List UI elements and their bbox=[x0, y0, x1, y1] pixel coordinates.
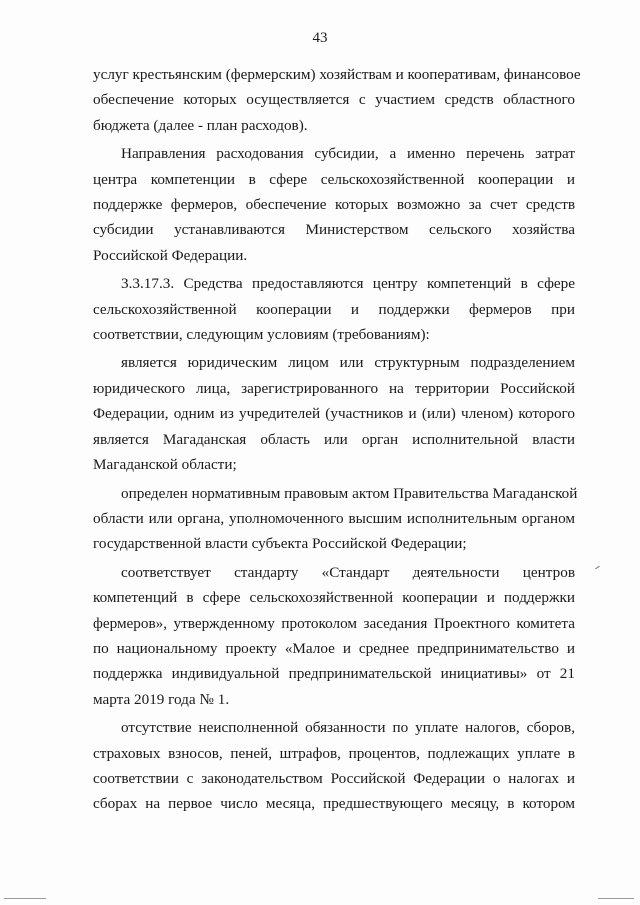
text-line: сборах на первое число месяца, предшествующего месяцу, в котором bbox=[93, 795, 575, 813]
text-line: отсутствие неисполненной обязанности по уплате налогов, сборов, bbox=[121, 719, 575, 737]
text-line: соответствует стандарту «Стандарт деятельности центров bbox=[121, 563, 575, 581]
scan-edge-mark bbox=[4, 898, 46, 899]
text-line: центра компетенции в сфере сельскохозяйственной кооперации и bbox=[93, 170, 575, 188]
text-line: является Магаданская область или орган исполнительной власти bbox=[93, 430, 575, 448]
text-line: фермеров», утвержденному протоколом заседания Проектного комитета bbox=[93, 614, 575, 632]
text-line: соответствии с законодательством Российской Федерации о налогах и bbox=[93, 769, 575, 787]
text-line: юридического лица, зарегистрированного на территории Российской bbox=[93, 379, 575, 397]
paragraph-condition-standard bbox=[93, 560, 575, 712]
paragraph-condition-normative-act bbox=[93, 481, 578, 557]
text-line: компетенций в сфере сельскохозяйственной кооперации и поддержки bbox=[93, 589, 575, 607]
page-number: 43 bbox=[312, 30, 328, 46]
paragraph-condition-legal-entity bbox=[93, 350, 575, 477]
paragraph-subsidy-directions bbox=[93, 141, 575, 268]
scan-artifact bbox=[595, 566, 600, 570]
text-line: бюджета (далее - план расходов). bbox=[93, 116, 308, 134]
text-line: является юридическим лицом или структурным подразделением bbox=[121, 354, 575, 372]
text-line: страховых взносов, пеней, штрафов, процентов, подлежащих уплате в bbox=[93, 744, 575, 762]
text-line: определен нормативным правовым актом Правительства Магаданской bbox=[121, 484, 578, 502]
paragraph-clause-3-3-17-3 bbox=[93, 271, 575, 347]
paragraph-condition-no-tax-debt bbox=[93, 715, 575, 817]
text-line: 3.3.17.3. Средства предоставляются центру компетенций в сфере bbox=[121, 275, 575, 293]
text-line: услуг крестьянским (фермерским) хозяйствам и кооперативам, финансовое bbox=[93, 66, 581, 83]
text-line: Магаданской области; bbox=[93, 456, 237, 474]
document-body bbox=[93, 62, 581, 820]
text-line: поддержка индивидуальной предпринимательской инициативы» от 21 bbox=[93, 665, 575, 683]
text-line: сельскохозяйственной кооперации и поддержки фермеров при bbox=[93, 300, 575, 318]
text-line: Федерации, одним из учредителей (участников и (или) членом) которого bbox=[93, 405, 575, 423]
text-line: государственной власти субъекта Российской Федерации; bbox=[93, 535, 467, 553]
text-line: Направления расходования субсидии, а именно перечень затрат bbox=[121, 145, 575, 163]
text-line: поддержке фермеров, обеспечение которых возможно за счет средств bbox=[93, 196, 575, 214]
text-line: субсидии устанавливаются Министерством сельского хозяйства bbox=[93, 221, 575, 239]
paragraph-plan-expenses bbox=[93, 62, 581, 138]
text-line: Российской Федерации. bbox=[93, 246, 248, 264]
text-line: марта 2019 года № 1. bbox=[93, 690, 230, 708]
text-line: соответствии, следующим условиям (требованиям): bbox=[93, 326, 430, 344]
text-line: по национальному проекту «Малое и среднее предпринимательство и bbox=[93, 639, 575, 657]
text-line: обеспечение которых осуществляется с участием средств областного bbox=[93, 91, 575, 109]
scan-edge-mark bbox=[598, 898, 634, 899]
text-line: области или органа, уполномоченного высшим исполнительным органом bbox=[93, 509, 575, 527]
